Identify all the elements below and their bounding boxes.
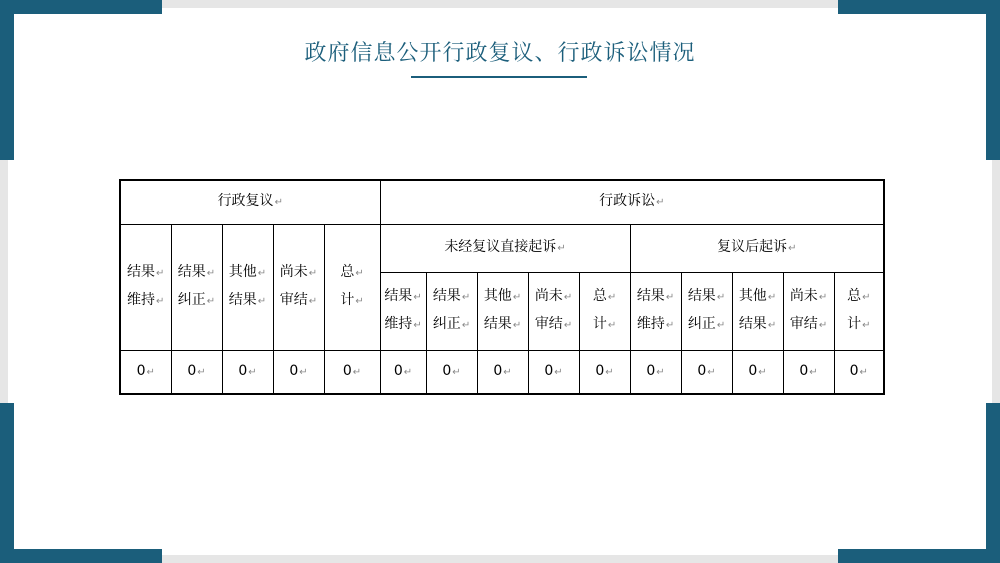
after-review-litigation-header: 复议后起诉↵: [630, 224, 884, 272]
value-cell: 0↵: [222, 350, 273, 394]
title-underline: [411, 76, 587, 78]
side-band-left-upper: [0, 0, 14, 160]
after-col-total: 总↵ 计↵: [834, 272, 884, 350]
side-band-right-upper: [986, 0, 1000, 160]
review-col-upheld: 结果↵ 维持↵: [120, 224, 171, 350]
top-gray-edge: [162, 0, 838, 8]
direct-col-corrected: 结果↵ 纠正↵: [426, 272, 477, 350]
direct-col-upheld: 结果↵ 维持↵: [380, 272, 426, 350]
value-cell: 0↵: [732, 350, 783, 394]
value-cell: 0↵: [324, 350, 380, 394]
page-title: 政府信息公开行政复议、行政诉讼情况: [304, 41, 696, 66]
value-cell: 0↵: [120, 350, 171, 394]
value-cell: 0↵: [426, 350, 477, 394]
review-col-pending: 尚未↵ 审结↵: [273, 224, 324, 350]
value-cell: 0↵: [834, 350, 884, 394]
admin-litigation-header: 行政诉讼↵: [380, 180, 884, 224]
header-row-2: [120, 224, 884, 272]
admin-review-header: 行政复议↵: [120, 180, 380, 224]
corner-band-bottom-left: [0, 549, 162, 563]
value-cell: 0↵: [477, 350, 528, 394]
value-cell: 0↵: [579, 350, 630, 394]
table-row-values: [120, 350, 884, 394]
review-litigation-table: [119, 179, 885, 395]
value-cell: 0↵: [273, 350, 324, 394]
direct-col-pending: 尚未↵ 审结↵: [528, 272, 579, 350]
value-cell: 0↵: [528, 350, 579, 394]
review-col-total: 总↵ 计↵: [324, 224, 380, 350]
value-cell: 0↵: [171, 350, 222, 394]
side-band-right-lower: [986, 403, 1000, 563]
corner-band-top-left: [0, 0, 162, 14]
header-row-1: [120, 180, 884, 224]
value-cell: 0↵: [681, 350, 732, 394]
after-col-corrected: 结果↵ 纠正↵: [681, 272, 732, 350]
after-col-upheld: 结果↵ 维持↵: [630, 272, 681, 350]
corner-band-top-right: [838, 0, 1000, 14]
left-gray-edge: [0, 160, 8, 403]
after-col-other: 其他↵ 结果↵: [732, 272, 783, 350]
review-col-corrected: 结果↵ 纠正↵: [171, 224, 222, 350]
right-gray-edge: [992, 160, 1000, 403]
side-band-left-lower: [0, 403, 14, 563]
direct-col-other: 其他↵ 结果↵: [477, 272, 528, 350]
after-col-pending: 尚未↵ 审结↵: [783, 272, 834, 350]
direct-litigation-header: 未经复议直接起诉↵: [380, 224, 630, 272]
bottom-gray-edge: [162, 555, 838, 563]
value-cell: 0↵: [380, 350, 426, 394]
corner-band-bottom-right: [838, 549, 1000, 563]
value-cell: 0↵: [783, 350, 834, 394]
direct-col-total: 总↵ 计↵: [579, 272, 630, 350]
review-col-other: 其他↵ 结果↵: [222, 224, 273, 350]
value-cell: 0↵: [630, 350, 681, 394]
